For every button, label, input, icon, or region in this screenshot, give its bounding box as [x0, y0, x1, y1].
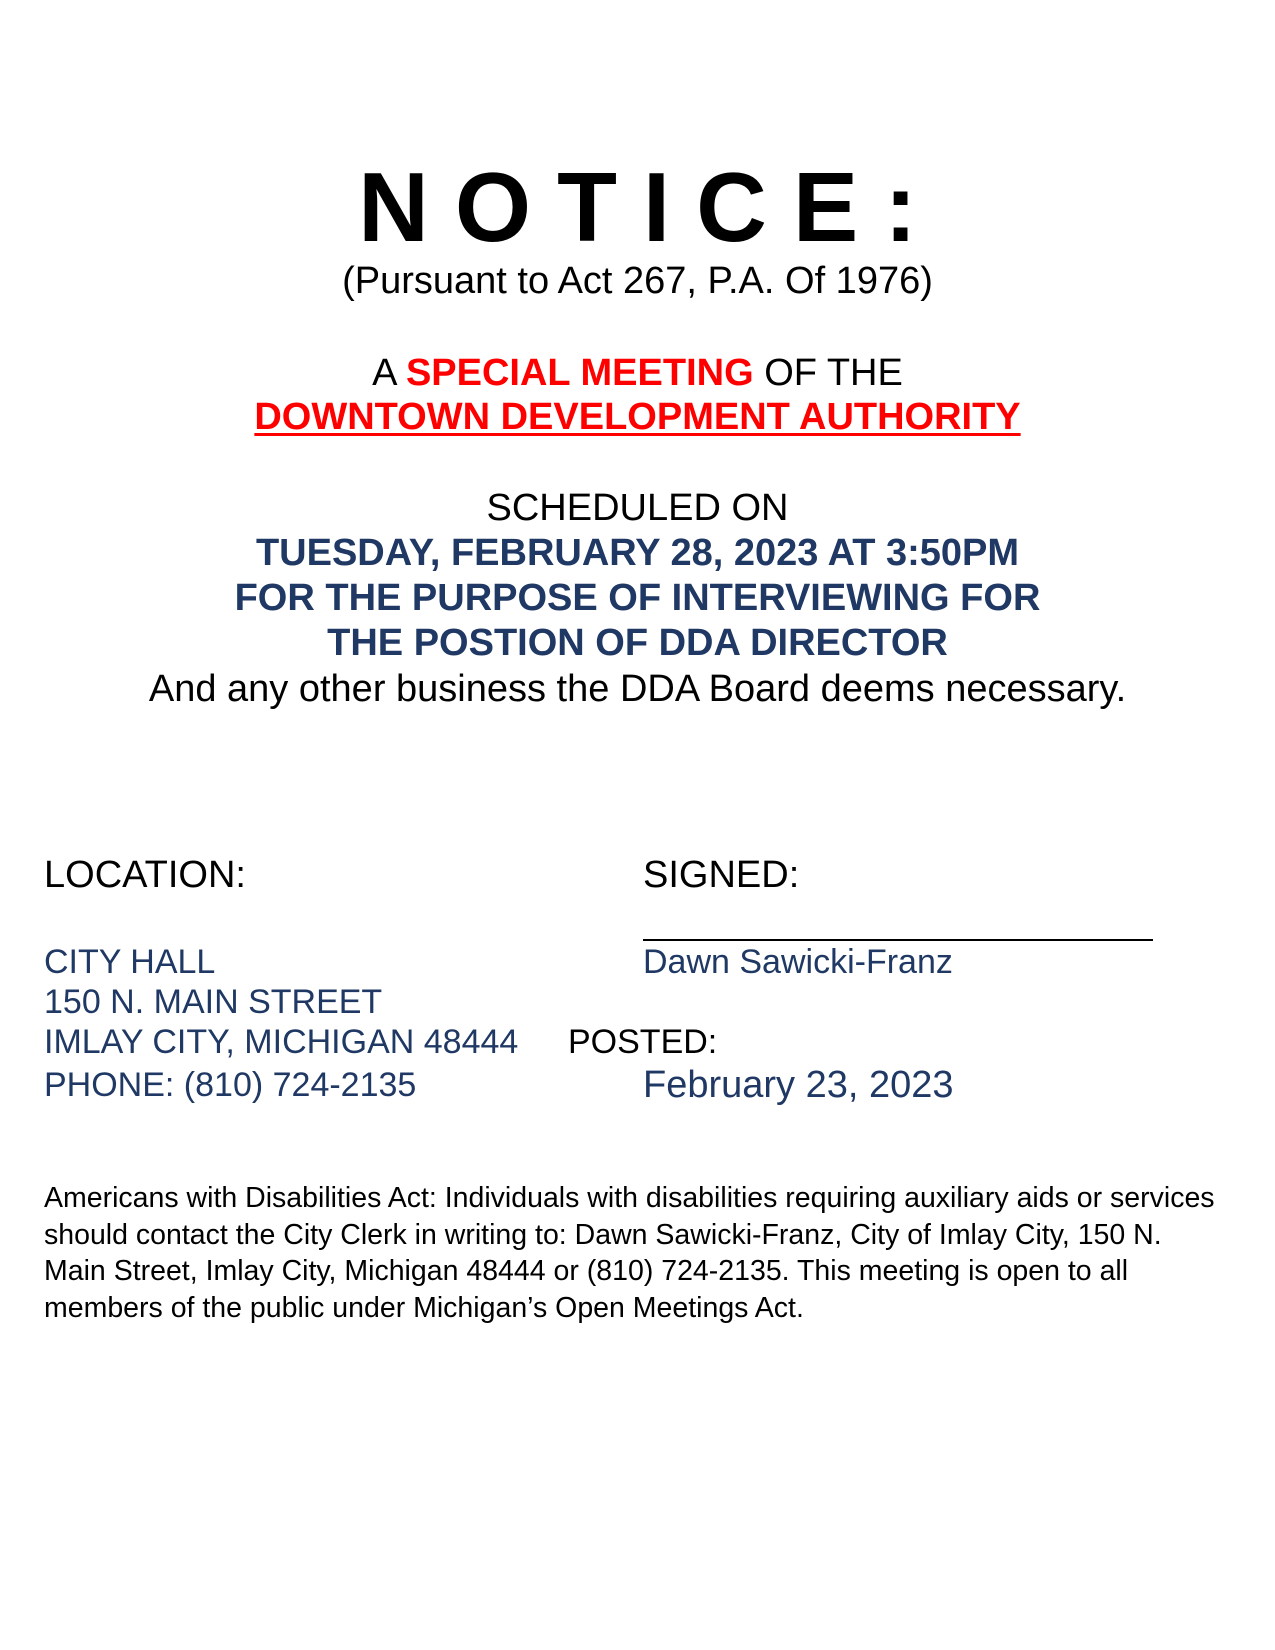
location-phone: PHONE: (810) 724-2135: [44, 1066, 417, 1104]
authority-name: DOWNTOWN DEVELOPMENT AUTHORITY: [254, 396, 1021, 438]
location-street: 150 N. MAIN STREET: [44, 983, 383, 1021]
signature-line: [643, 939, 1153, 941]
location-label: LOCATION:: [44, 854, 246, 896]
notice-title: NOTICE:: [358, 152, 943, 262]
meeting-date-time: TUESDAY, FEBRUARY 28, 2023 AT 3:50PM: [255, 532, 1020, 574]
scheduled-on: SCHEDULED ON: [486, 487, 789, 529]
signed-label: SIGNED:: [643, 854, 800, 896]
posted-date: February 23, 2023: [643, 1064, 954, 1106]
posted-label: POSTED:: [568, 1023, 718, 1061]
meeting-type: SPECIAL MEETING: [405, 352, 754, 394]
meeting-suffix: OF THE: [753, 352, 903, 394]
purpose-line-1: FOR THE PURPOSE OF INTERVIEWING FOR: [234, 577, 1041, 619]
location-city-state: IMLAY CITY, MICHIGAN 48444: [44, 1023, 519, 1061]
signer-name: Dawn Sawicki-Franz: [643, 943, 953, 981]
meeting-prefix: A: [372, 352, 406, 394]
pursuant-line: (Pursuant to Act 267, P.A. Of 1976): [342, 260, 933, 302]
purpose-line-2: THE POSTION OF DDA DIRECTOR: [327, 622, 948, 664]
ada-notice: Americans with Disabilities Act: Individuals with disabilities requiring auxiliary aids or services should contact the City Clerk in writing to: Dawn Sawicki-Franz, City of Imlay City, 150 N. Main Street, Imlay City, Michigan 48444 or (810) 724-2135. This meeting is open to all members of the public under Michigan’s Open Meetings Act.: [44, 1182, 1215, 1324]
location-name: CITY HALL: [44, 943, 216, 981]
meeting-line: [0, 350, 1275, 396]
other-business: And any other business the DDA Board deems necessary.: [148, 668, 1127, 710]
